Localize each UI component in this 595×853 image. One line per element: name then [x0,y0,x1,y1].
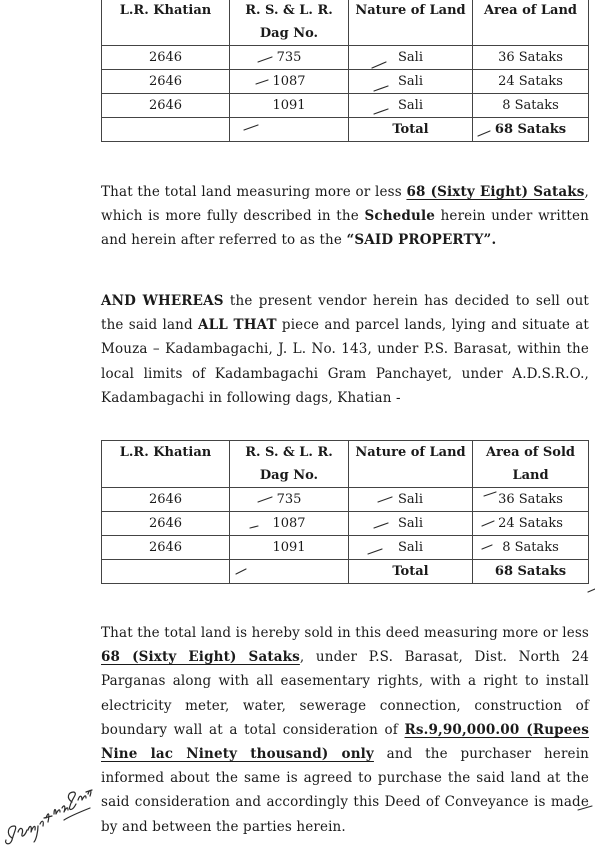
table-total-row [102,560,589,584]
cell-dag: 735 [230,46,349,70]
cell-nature: Sali [349,536,473,560]
cell-dag: 735 [230,488,349,512]
total-value: 68 Sataks [473,118,589,142]
table-total-row [102,118,589,142]
header-area-sold: Area of Sold Land [473,441,589,488]
cell-dag: 1091 [230,94,349,118]
header-dag-no: R. S. & L. R. Dag No. [230,441,349,488]
consideration-amount: Rs.9,90,000.00 (Rupees Nine lac Ninety thousand) only [101,721,590,763]
cell-nature: Sali [349,488,473,512]
total-value: 68 Sataks [473,560,589,584]
cell-area: 36 Sataks [473,488,589,512]
cell-nature: Sali [349,512,473,536]
cell-area: 36 Sataks [473,46,589,70]
total-label: Total [349,118,473,142]
said-property: “SAID PROPERTY”. [346,232,497,249]
text: and the purchaser herein informed about the same is agreed to purchase the said land at the said consideration and accordingly this Deed of Conveyance is made by and between the parties herein. [101,746,590,835]
table-row [102,536,589,560]
cell-khatian: 2646 [102,70,230,94]
table-header-row [102,441,589,488]
paragraph-total-land [101,180,589,253]
tick-mark [588,589,595,592]
cell-dag: 1091 [230,536,349,560]
cell-empty [102,560,230,584]
land-table-2 [101,440,589,584]
cell-nature: Sali [349,46,473,70]
header-khatian: L.R. Khatian [102,441,230,488]
cell-khatian: 2646 [102,94,230,118]
cell-khatian: 2646 [102,46,230,70]
signature-image [2,768,94,848]
table-header-row [102,0,589,46]
paragraph-sale-terms [101,621,589,839]
cell-area: 24 Sataks [473,512,589,536]
total-label: Total [349,560,473,584]
header-khatian: L.R. Khatian [102,0,230,46]
cell-dag: 1087 [230,512,349,536]
cell-area: 24 Sataks [473,70,589,94]
table-row [102,512,589,536]
cell-khatian: 2646 [102,488,230,512]
cell-empty [230,560,349,584]
text: That the total land measuring more or less [101,184,407,200]
cell-khatian: 2646 [102,536,230,560]
table-row [102,46,589,70]
text: , which is more fully described in the [101,184,589,225]
cell-area: 8 Sataks [473,536,589,560]
text: , under P.S. Barasat, Dist. North 24 Parganas along with all easementary rights, with a right to install electricity meter, water, sewerage connection, construction of boundary wall at a total consideration of [101,649,589,738]
table-row [102,488,589,512]
table-row [102,70,589,94]
land-measure: 68 (Sixty Eight) Sataks [101,649,300,666]
cell-area: 8 Sataks [473,94,589,118]
header-nature: Nature of Land [349,0,473,46]
text: piece and parcel lands, lying and situate at Mouza – Kadambagachi, J. L. No. 143, under P.S. Barasat, within the local limits of Kadambagachi Gram Panchayet, under A.D.S.R.O., Kadambagachi in following dags, Khatian - [101,317,589,406]
table-row [102,94,589,118]
cell-nature: Sali [349,94,473,118]
text: That the total land is hereby sold in this deed measuring more or less [101,625,589,641]
text: the present vendor herein has decided to sell out the said land [101,293,589,334]
all-that: ALL THAT [198,317,277,334]
cell-dag: 1087 [230,70,349,94]
paragraph-whereas [101,289,589,410]
cell-khatian: 2646 [102,512,230,536]
cell-nature: Sali [349,70,473,94]
cell-empty [230,118,349,142]
cell-empty [102,118,230,142]
land-table-1 [101,0,589,142]
whereas-label: AND WHEREAS [101,293,224,309]
schedule-ref: Schedule [364,208,435,225]
header-dag-no: R. S. & L. R. Dag No. [230,0,349,46]
land-measure: 68 (Sixty Eight) Sataks [406,184,585,200]
header-area: Area of Land [473,0,589,46]
header-nature: Nature of Land [349,441,473,488]
text: herein under written and herein after referred to as the [101,208,589,249]
